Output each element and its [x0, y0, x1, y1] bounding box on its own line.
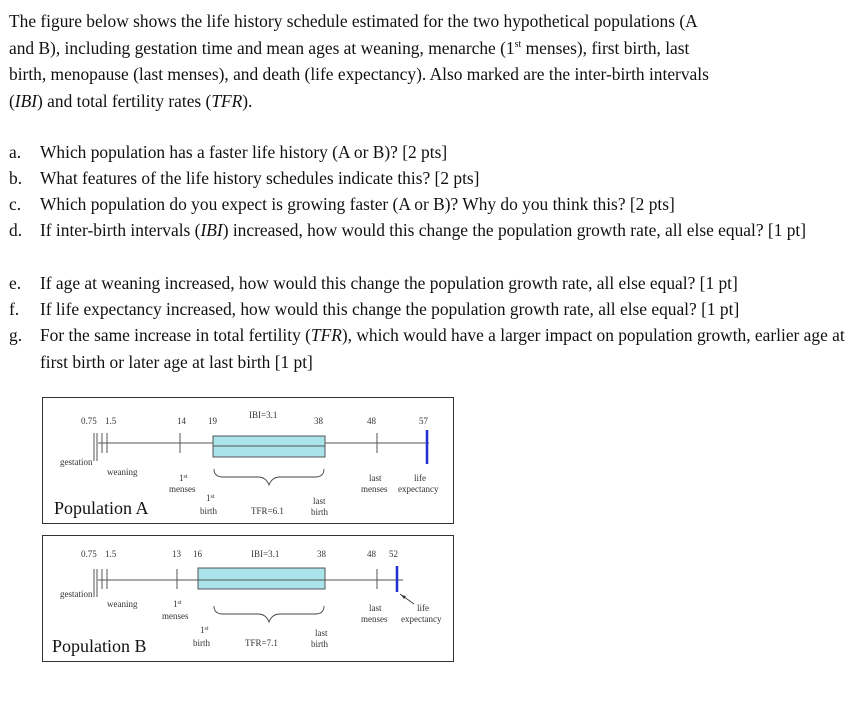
question-post: ) increased, how would this change the population growth rate, all else equal? [1 pt] — [222, 220, 807, 240]
age-weaning: 1.5 — [105, 549, 117, 559]
intro-end: ). — [242, 90, 253, 111]
first-menses-label: 1st — [173, 599, 182, 609]
birth-label: birth — [200, 506, 217, 516]
question-d — [9, 217, 854, 244]
question-e — [9, 270, 854, 297]
intro-line-3: birth, menopause (last menses), and death (life expectancy). Also marked are the inter-birth intervals — [9, 64, 709, 84]
question-letter: e. — [9, 273, 22, 293]
age-last-birth: 38 — [314, 416, 323, 426]
first-menses-label: 1st — [179, 473, 188, 483]
panel-title: Population B — [52, 636, 147, 656]
age-first-birth: 19 — [208, 416, 217, 426]
first-birth-label: 1st — [200, 625, 209, 635]
weaning-label: weaning — [107, 599, 138, 609]
intro-ibi: IBI — [14, 90, 38, 111]
tfr-label: TFR=6.1 — [251, 506, 284, 516]
intro-tfr: TFR — [211, 90, 243, 111]
intro-paragraph: The figure below shows the life history schedule estimated for the two hypothetical populations (A and B), including gestation time and mean ages at weaning, menarche (1st menses), first birth, last birth, menopause (last menses), and death (life expectancy). Also marked are the inter-birth intervals (IBI) and total fertility rates (TFR). — [9, 11, 709, 111]
intro-line-2: and B), including gestation time and mean ages at weaning, menarche (1 — [9, 37, 515, 58]
question-letter: g. — [9, 325, 23, 345]
question-italic: IBI — [200, 220, 223, 240]
age-first-menses: 14 — [177, 416, 186, 426]
question-pre: For the same increase in total fertility ( — [40, 325, 311, 345]
question-italic: TFR — [310, 325, 342, 345]
age-life-expectancy: 52 — [389, 549, 398, 559]
last-birth-label: last — [315, 628, 328, 638]
intro-line-1: The figure below shows the life history schedule estimated for the two hypothetical populations (A — [9, 11, 698, 31]
question-letter: d. — [9, 220, 23, 240]
intro-line-2b: menses), first birth, last — [521, 37, 690, 58]
intro-mid: ) and total fertility rates ( — [37, 90, 212, 111]
panel-title: Population A — [54, 498, 149, 518]
age-weaning: 1.5 — [105, 416, 117, 426]
age-first-birth: 16 — [193, 549, 202, 559]
population-a-diagram — [43, 398, 453, 523]
gestation-label: gestation — [60, 457, 93, 467]
life-label: life — [417, 603, 429, 613]
question-b — [9, 165, 854, 192]
menses-label: menses — [162, 611, 189, 621]
question-post: ), which would have a larger impact on population growth, earlier age at first birth or later age at last birth [1 pt] — [40, 325, 845, 372]
question-text: Which population do you expect is growing faster (A or B)? Why do you think this? [2 pts] — [40, 194, 675, 214]
menses-label: menses — [169, 484, 196, 494]
last-menses-label: last — [369, 473, 382, 483]
age-last-menses: 48 — [367, 549, 376, 559]
question-f — [9, 296, 854, 323]
question-letter: b. — [9, 168, 23, 188]
intro-superscript: st — [514, 38, 522, 50]
fertility-brace — [214, 469, 324, 485]
last-menses-label: last — [369, 603, 382, 613]
life-label: life — [414, 473, 426, 483]
gestation-label: gestation — [60, 589, 93, 599]
question-text: Which population has a faster life history (A or B)? [2 pts] — [40, 142, 448, 162]
fertility-brace — [214, 606, 324, 622]
last-menses-label-2: menses — [361, 614, 388, 624]
question-a — [9, 139, 854, 166]
age-gestation: 0.75 — [81, 549, 97, 559]
question-text: If life expectancy increased, how would this change the population growth rate, all else equal? [1 pt] — [40, 299, 740, 319]
age-gestation: 0.75 — [81, 416, 97, 426]
fertility-bar — [198, 568, 325, 589]
question-pre: If inter-birth intervals ( — [40, 220, 201, 240]
question-text: What features of the life history schedules indicate this? [2 pts] — [40, 168, 480, 188]
age-life-expectancy: 57 — [419, 416, 428, 426]
question-letter: a. — [9, 142, 22, 162]
last-birth-label-2: birth — [311, 507, 328, 517]
expectancy-label: expectancy — [398, 484, 439, 494]
arrow-head-icon — [401, 595, 406, 599]
age-first-menses: 13 — [172, 549, 181, 559]
expectancy-label: expectancy — [401, 614, 442, 624]
first-birth-label: 1st — [206, 493, 215, 503]
birth-label: birth — [193, 638, 210, 648]
population-b-panel — [42, 535, 454, 662]
question-c — [9, 191, 854, 218]
age-last-birth: 38 — [317, 549, 326, 559]
question-text — [40, 322, 854, 375]
population-b-diagram — [43, 536, 453, 661]
question-g — [9, 322, 854, 375]
last-birth-label: last — [313, 496, 326, 506]
population-a-panel — [42, 397, 454, 524]
weaning-label: weaning — [107, 467, 138, 477]
question-letter: f. — [9, 299, 20, 319]
age-last-menses: 48 — [367, 416, 376, 426]
last-birth-label-2: birth — [311, 639, 328, 649]
ibi-label: IBI=3.1 — [251, 549, 280, 559]
question-text: If age at weaning increased, how would this change the population growth rate, all else equal? [1 pt] — [40, 273, 738, 293]
ibi-label: IBI=3.1 — [249, 410, 278, 420]
question-letter: c. — [9, 194, 22, 214]
question-text — [40, 217, 854, 244]
last-menses-label-2: menses — [361, 484, 388, 494]
tfr-label: TFR=7.1 — [245, 638, 278, 648]
